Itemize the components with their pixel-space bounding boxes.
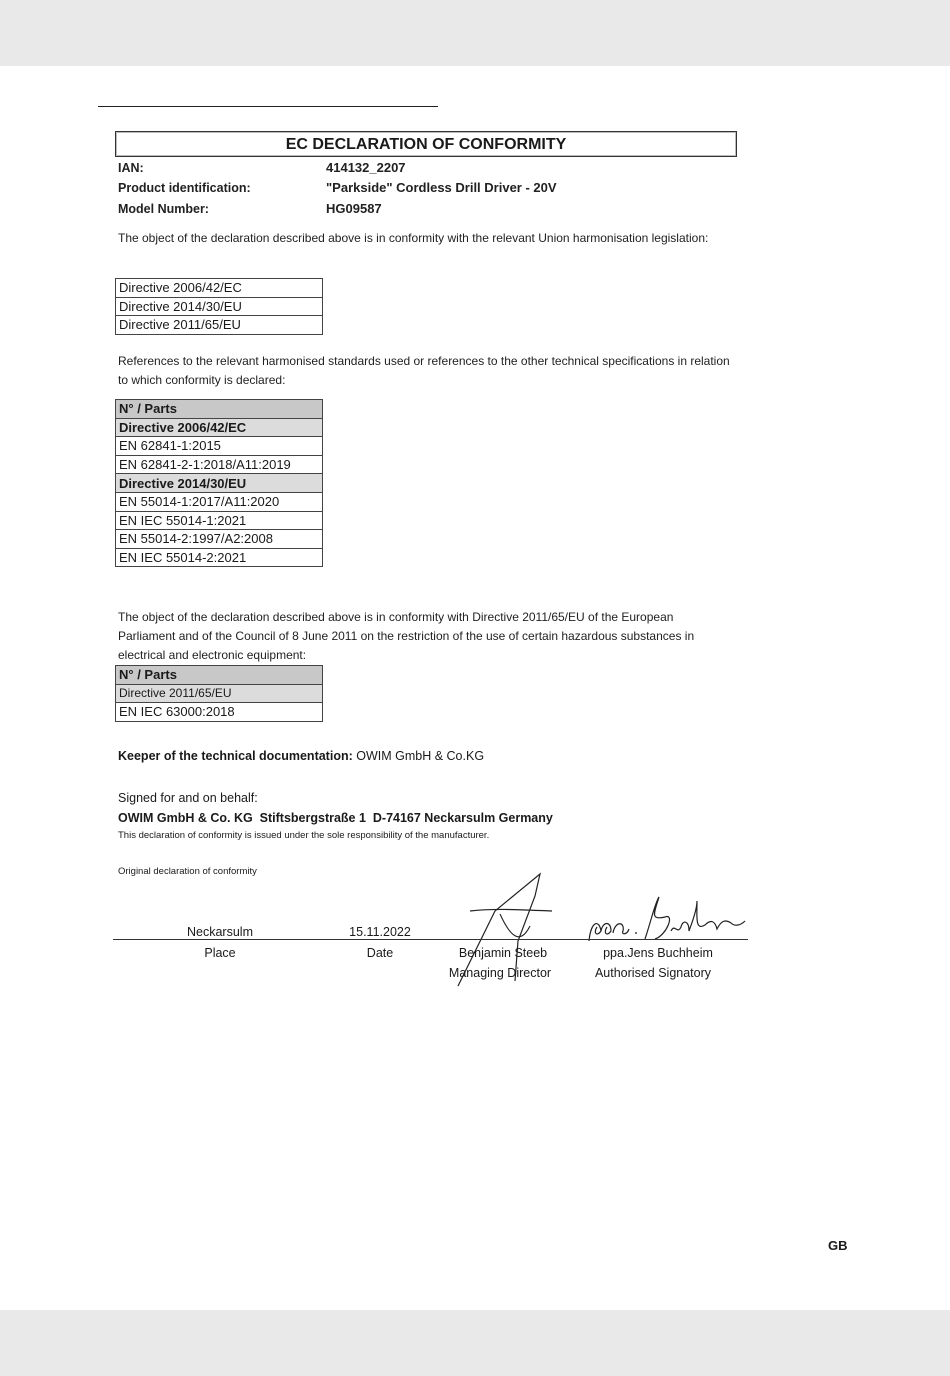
table-row <box>116 666 323 685</box>
place-label: Place <box>204 946 236 960</box>
table-row <box>116 455 323 474</box>
signature-line <box>113 939 748 940</box>
signature-buchheim-image <box>585 891 755 951</box>
directive-subheader: Directive 2014/30/EU <box>116 474 323 493</box>
company-address: OWIM GmbH & Co. KG Stiftsbergstraße 1 D-74167 Neckarsulm Germany <box>118 811 553 825</box>
standard-cell: EN IEC 63000:2018 <box>116 703 323 722</box>
table-row <box>116 418 323 437</box>
standard-cell: EN 55014-1:2017/A11:2020 <box>116 492 323 511</box>
table-row <box>116 316 323 335</box>
directives-table <box>115 278 323 335</box>
directive-cell: Directive 2011/65/EU <box>116 316 323 335</box>
ian-label: IAN: <box>118 161 144 175</box>
keeper-line <box>118 749 484 763</box>
directive-subheader: Directive 2011/65/EU <box>116 684 323 703</box>
signer2-role: Authorised Signatory <box>594 966 712 980</box>
date-value: 15.11.2022 <box>349 925 411 939</box>
table-row <box>116 297 323 316</box>
signer1-name: Benjamin Steeb <box>458 946 548 960</box>
directive-cell: Directive 2006/42/EC <box>116 279 323 298</box>
declaration-page <box>0 66 950 1310</box>
place-value: Neckarsulm <box>187 925 253 939</box>
page-language-marker: GB <box>828 1238 848 1253</box>
standard-cell: EN 62841-1:2015 <box>116 437 323 456</box>
keeper-label: Keeper of the technical documentation: <box>118 749 353 763</box>
table-row <box>116 279 323 298</box>
standard-cell: EN 55014-2:1997/A2:2008 <box>116 530 323 549</box>
product-label: Product identification: <box>118 181 251 195</box>
rohs-paragraph: The object of the declaration described above is in conformity with Directive 2011/65/EU of the European Parliament and of the Council of 8 June 2011 on the restriction of the use of certain hazardous substances in electrical and electronic equipment: <box>118 610 695 662</box>
legislation-paragraph: The object of the declaration described above is in conformity with the relevant Union harmonisation legislation: <box>118 231 709 245</box>
table-row <box>116 511 323 530</box>
responsibility-note: This declaration of conformity is issued under the sole responsibility of the manufacturer. <box>118 830 490 841</box>
model-label: Model Number: <box>118 202 209 216</box>
product-value: "Parkside" Cordless Drill Driver - 20V <box>326 180 557 195</box>
table-row <box>116 684 323 703</box>
standards-paragraph: References to the relevant harmonised standards used or references to the other technical specifications in relation to which conformity is declared: <box>118 354 730 387</box>
table-header: N° / Parts <box>116 666 323 685</box>
rohs-table <box>115 665 323 722</box>
top-rule <box>98 106 438 107</box>
table-row <box>116 437 323 456</box>
standards-table <box>115 399 323 567</box>
signer1-role: Managing Director <box>448 966 552 980</box>
ian-value: 414132_2207 <box>326 160 406 175</box>
directive-cell: Directive 2014/30/EU <box>116 297 323 316</box>
table-row <box>116 548 323 567</box>
table-row <box>116 492 323 511</box>
original-declaration-note: Original declaration of conformity <box>118 866 257 877</box>
model-value: HG09587 <box>326 201 382 216</box>
document-title: EC DECLARATION OF CONFORMITY <box>115 131 737 157</box>
standard-cell: EN IEC 55014-2:2021 <box>116 548 323 567</box>
table-row <box>116 474 323 493</box>
standard-cell: EN IEC 55014-1:2021 <box>116 511 323 530</box>
standard-cell: EN 62841-2-1:2018/A11:2019 <box>116 455 323 474</box>
table-row <box>116 703 323 722</box>
table-row <box>116 400 323 419</box>
table-row <box>116 530 323 549</box>
signer2-name: ppa.Jens Buchheim <box>603 946 713 960</box>
signed-for-text: Signed for and on behalf: <box>118 791 258 805</box>
table-header: N° / Parts <box>116 400 323 419</box>
date-label: Date <box>366 946 394 960</box>
keeper-value: OWIM GmbH & Co.KG <box>356 749 485 763</box>
directive-subheader: Directive 2006/42/EC <box>116 418 323 437</box>
